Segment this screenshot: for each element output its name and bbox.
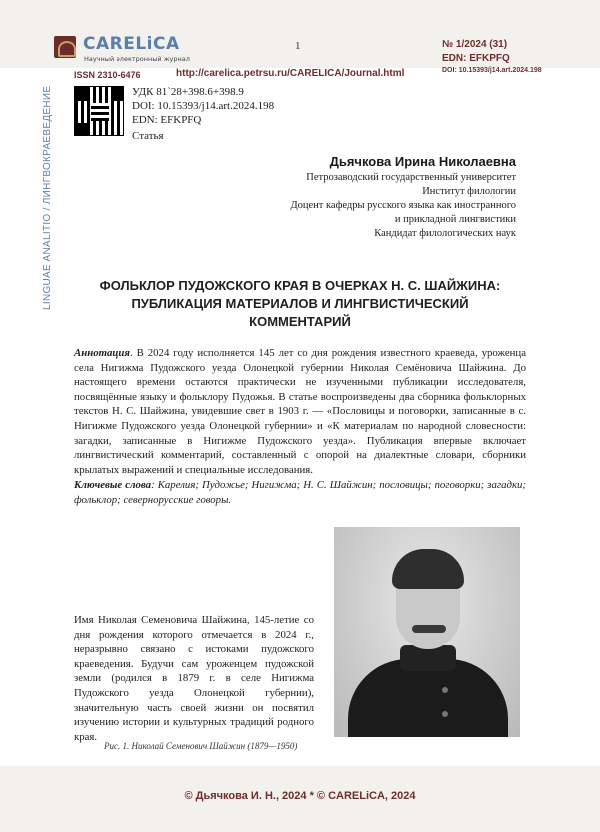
section-side-label: LINGUAE ANALITIO / ЛИНГВОКРАЕВЕДЕНИЕ: [42, 86, 53, 311]
keywords-label: Ключевые слова: [74, 479, 152, 491]
header-edn: EDN: EFKPFQ: [442, 53, 510, 64]
figure-caption: Рис. 1. Николай Семенович Шайжин (1879—1950): [104, 741, 298, 751]
qr-code-icon: [74, 86, 124, 136]
journal-logo-text: CARELiCA: [83, 34, 180, 54]
header-doi: DOI: 10.15393/j14.art.2024.198: [442, 67, 542, 74]
affiliation-line: Доцент кафедры русского языка как иностранного: [290, 200, 516, 211]
page-number: 1: [295, 40, 301, 52]
article-edn: EDN: EFKPFQ: [132, 114, 202, 126]
title-line: ФОЛЬКЛОР ПУДОЖСКОГО КРАЯ В ОЧЕРКАХ Н. С. ШАЙЖИНА:: [99, 278, 501, 293]
abstract: [74, 346, 526, 477]
keywords: [74, 478, 526, 507]
abstract-label: Аннотация: [74, 347, 130, 359]
journal-url-link[interactable]: http://carelica.petrsu.ru/CARELICA/Journal.html: [176, 68, 405, 79]
journal-logo-subtitle: Научный электронный журнал: [84, 55, 190, 63]
portrait-photo: [334, 527, 520, 737]
issue-number: № 1/2024 (31): [442, 39, 508, 50]
title-line: КОММЕНТАРИЙ: [249, 314, 351, 329]
journal-logo-icon: [54, 36, 76, 58]
article-title: [74, 277, 526, 331]
affiliation-line: Кандидат филологических наук: [374, 228, 516, 239]
article-type: Статья: [132, 130, 164, 142]
author-name: Дьячкова Ирина Николаевна: [329, 154, 516, 169]
issn: ISSN 2310-6476: [74, 70, 141, 80]
keywords-text: : Карелия; Пудожье; Нигижма; Н. С. Шайжин; пословицы; поговорки; загадки; фольклор; севернорусские говоры.: [74, 479, 527, 506]
body-paragraph: Имя Николая Семеновича Шайжина, 145-летие со дня рождения которого отмечается в 2024 г., неразрывно связано с истоками пудожского краеведения. Будучи сам уроженцем пудожской земли (родился в 1879 г. в селе Нигижма Пудожского уезда Олонецкой губернии), значительную часть своей жизни он посвятил изучению истории и культурных традиций родного края.: [74, 614, 314, 743]
title-line: ПУБЛИКАЦИЯ МАТЕРИАЛОВ И ЛИНГВИСТИЧЕСКИЙ: [131, 296, 469, 311]
affiliation-line: Петрозаводский государственный университет: [306, 172, 516, 183]
affiliation-line: и прикладной лингвистики: [394, 214, 516, 225]
udk: УДК 81`28+398.6+398.9: [132, 86, 244, 98]
affiliation-line: Институт филологии: [422, 186, 516, 197]
footer-copyright: © Дьячкова И. Н., 2024 * © CARELiCA, 2024: [184, 790, 416, 802]
article-doi: DOI: 10.15393/j14.art.2024.198: [132, 100, 275, 112]
abstract-text: . В 2024 году исполняется 145 лет со дня рождения известного краеведа, уроженца села Нигижма Пудожского уезда Олонецкой губернии Николая Семёновича Шайжина. До настоящего времени остаются практически не изученными публикации исследователя, посвящённые языку и фольклору Пудожья. В статье воспроизведены два сборника фольклорных текстов Н. С. Шайжина, увидевшие свет в 1903 г. — «Пословицы и поговорки, записанные в с. Нигижме Пудожского уезда Олонецкой губернии» и «К материалам по народной словесности: загадки, записанные в Нигижме Пудожского уезда». Публикация впервые включает лингвистический комментарий, составленный с опорой на диалектные словари, сборники крылатых выражений и специальные исследования.: [74, 347, 526, 476]
